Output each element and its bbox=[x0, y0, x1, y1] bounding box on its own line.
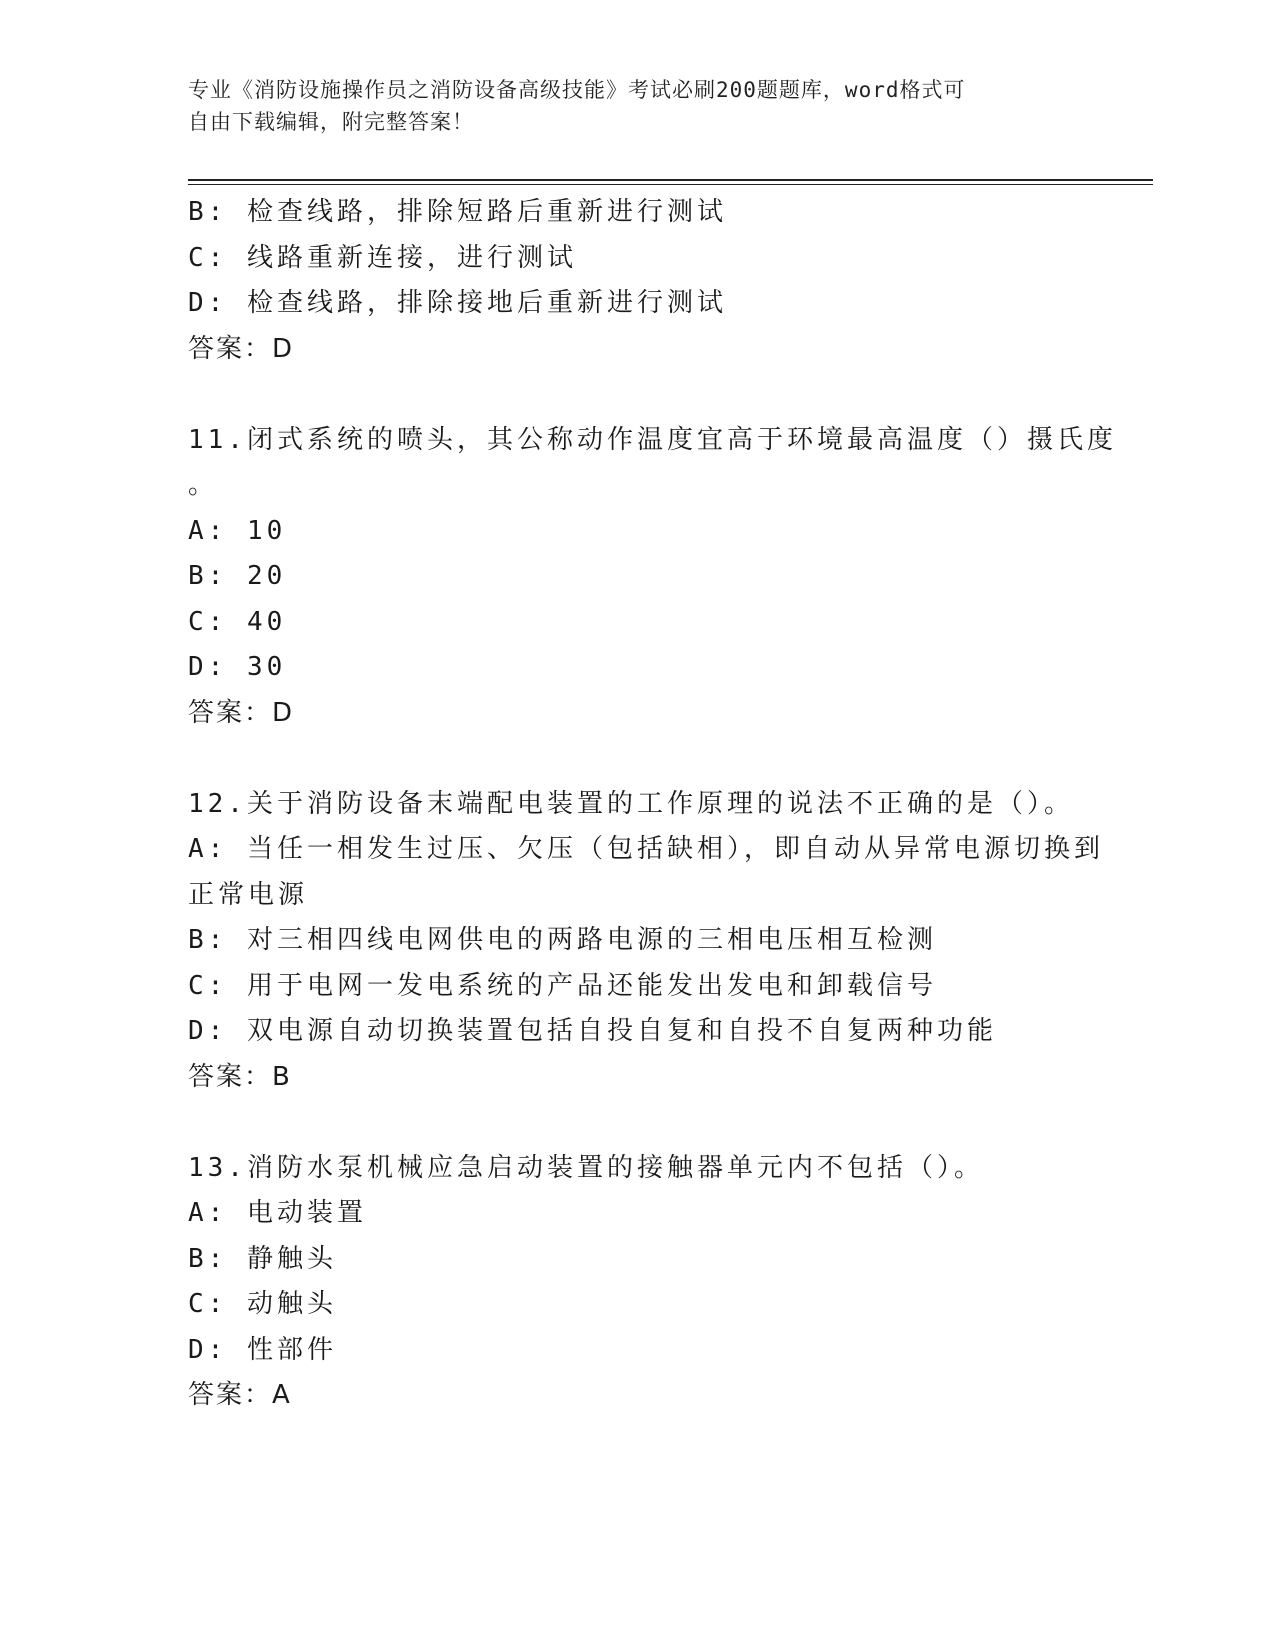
option-a: A: 当任一相发生过压、欠压（包括缺相），即自动从异常电源切换到 bbox=[188, 834, 1104, 864]
option-d: D: 30 bbox=[188, 652, 287, 682]
answer-line: 答案：D bbox=[188, 697, 295, 728]
question-stem-continued: 。 bbox=[188, 470, 219, 500]
header-divider-thin bbox=[188, 184, 1153, 185]
header-line-1: 专业《消防设施操作员之消防设备高级技能》考试必刷200题题库，word格式可 bbox=[188, 78, 966, 102]
option-c: C: 动触头 bbox=[188, 1289, 337, 1319]
question-13 bbox=[188, 1146, 1088, 1419]
option-c: C: 40 bbox=[188, 606, 287, 637]
option-b: B: 对三相四线电网供电的两路电源的三相电压相互检测 bbox=[188, 925, 937, 955]
option-d: D: 检查线路，排除接地后重新进行测试 bbox=[188, 288, 727, 318]
question-list bbox=[188, 190, 1117, 1419]
option-a: A: 10 bbox=[188, 515, 287, 546]
option-b: B: 20 bbox=[188, 561, 287, 591]
option-b: B: 静触头 bbox=[188, 1243, 337, 1274]
question-11 bbox=[188, 418, 1117, 737]
question-stem: 12.关于消防设备末端配电装置的工作原理的说法不正确的是（）。 bbox=[188, 788, 1074, 819]
option-c: C: 线路重新连接，进行测试 bbox=[188, 242, 577, 273]
question-12 bbox=[188, 782, 1104, 1101]
answer-line: 答案：A bbox=[188, 1380, 292, 1410]
question-stem: 11.闭式系统的喷头，其公称动作温度宜高于环境最高温度（）摄氏度 bbox=[188, 424, 1117, 455]
document-header bbox=[188, 74, 1068, 138]
option-d: D: 双电源自动切换装置包括自投自复和自投不自复两种功能 bbox=[188, 1016, 997, 1046]
option-d: D: 性部件 bbox=[188, 1334, 337, 1365]
answer-line: 答案：D bbox=[188, 333, 295, 364]
option-b: B: 检查线路，排除短路后重新进行测试 bbox=[188, 197, 727, 227]
answer-line: 答案：B bbox=[188, 1061, 292, 1092]
question-10-tail bbox=[188, 190, 1088, 372]
option-a: A: 电动装置 bbox=[188, 1198, 367, 1228]
option-c: C: 用于电网一发电系统的产品还能发出发电和卸载信号 bbox=[188, 970, 937, 1001]
option-a-continued: 正常电源 bbox=[188, 879, 309, 910]
question-stem: 13.消防水泵机械应急启动装置的接触器单元内不包括（）。 bbox=[188, 1152, 984, 1183]
header-divider-thick bbox=[188, 179, 1153, 181]
header-line-2: 自由下载编辑，附完整答案！ bbox=[188, 110, 474, 134]
